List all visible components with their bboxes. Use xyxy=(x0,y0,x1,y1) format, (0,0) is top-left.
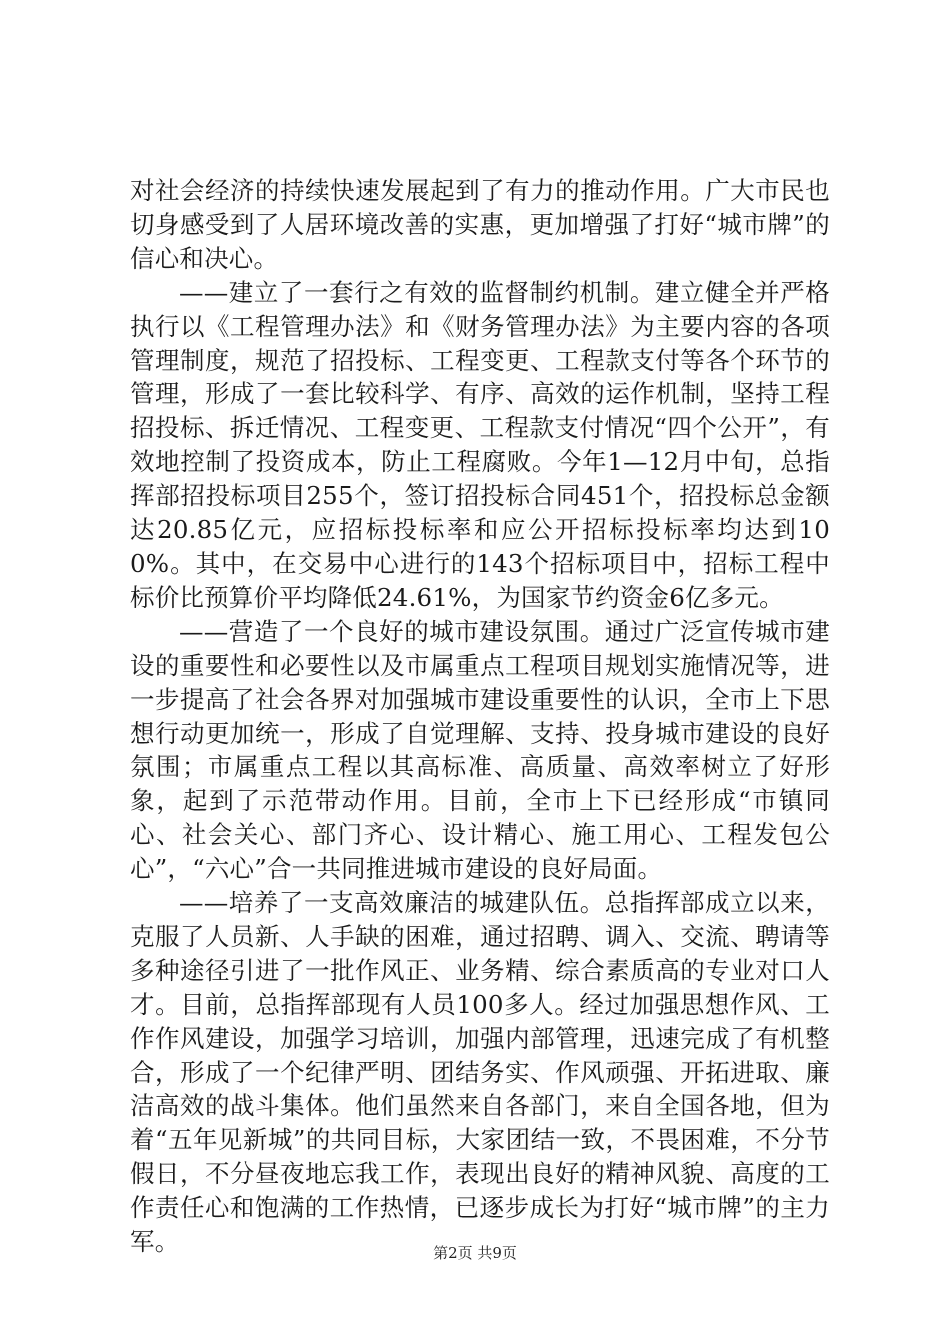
paragraph-team: ——培养了一支高效廉洁的城建队伍。总指挥部成立以来，克服了人员新、人手缺的困难，通过招聘、调入、交流、聘请等多种途径引进了一批作风正、业务精、综合素质高的专业对口人才。目前，总指挥部现有人员100多人。经过加强思想作风、工作作风建设，加强学习培训，加强内部管理，迅速完成了有机整合，形成了一个纪律严明、团结务实、作风顽强、开拓进取、廉洁高效的战斗集体。他们虽然来自各部门，来自全国各地，但为着“五年见新城”的共同目标，大家团结一致，不畏困难，不分节假日，不分昼夜地忘我工作，表现出良好的精神风貌、高度的工作责任心和饱满的工作热情，已逐步成长为打好“城市牌”的主力军。 xyxy=(130,888,830,1257)
paragraph-atmosphere: ——营造了一个良好的城市建设氛围。通过广泛宣传城市建设的重要性和必要性以及市属重点工程项目规划实施情况等，进一步提高了社会各界对加强城市建设重要性的认识，全市上下思想行动更加统一，形成了自觉理解、支持、投身城市建设的良好氛围；市属重点工程以其高标准、高质量、高效率树立了好形象，起到了示范带动作用。目前，全市上下已经形成“市镇同心、社会关心、部门齐心、设计精心、施工用心、工程发包公心”，“六心”合一共同推进城市建设的良好局面。 xyxy=(130,616,830,884)
page-number: 第2页 共9页 xyxy=(433,1244,517,1262)
document-body xyxy=(130,174,830,1259)
page-footer xyxy=(0,1243,950,1263)
paragraph-supervision: ——建立了一套行之有效的监督制约机制。建立健全并严格执行以《工程管理办法》和《财务管理办法》为主要内容的各项管理制度，规范了招投标、工程变更、工程款支付等各个环节的管理，形成了一套比较科学、有序、高效的运作机制，坚持工程招投标、拆迁情况、工程变更、工程款支付情况“四个公开”，有效地控制了投资成本，防止工程腐败。今年1—12月中旬，总指挥部招投标项目255个，签订招投标合同451个，招投标总金额达20.85亿元，应招标投标率和应公开招标投标率均达到100%。其中，在交易中心进行的143个招标项目中，招标工程中标价比预算价平均降低24.61%，为国家节约资金6亿多元。 xyxy=(130,277,830,612)
paragraph-intro: 对社会经济的持续快速发展起到了有力的推动作用。广大市民也切身感受到了人居环境改善的实惠，更加增强了打好“城市牌”的信心和决心。 xyxy=(130,176,830,273)
